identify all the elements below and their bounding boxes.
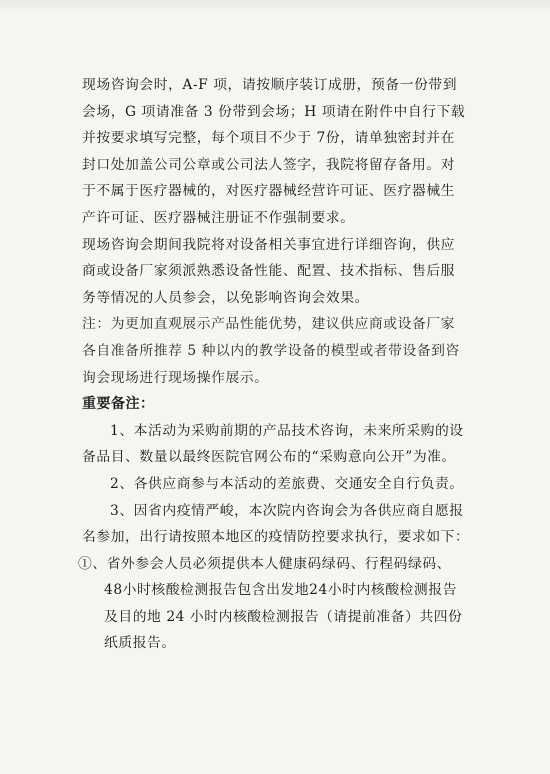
- text-line: 3、因省内疫情严峻，本次院内咨询会为各供应商自愿报: [110, 502, 464, 519]
- remark-3: [82, 498, 490, 551]
- text-line: 商或设备厂家须派熟悉设备性能、配置、技术指标、售后服: [82, 263, 456, 280]
- remark-1: [82, 418, 490, 471]
- text-line: 注：为更加直观展示产品性能优势，建议供应商或设备厂家: [82, 316, 456, 333]
- remark-2: [82, 471, 490, 498]
- sub-item-1: [78, 551, 490, 657]
- text-line: 封口处加盖公司公章或公司法人签字，我院将留存备用。对: [82, 156, 456, 173]
- text-line: 询会现场进行现场操作展示。: [82, 369, 269, 386]
- text-line: 会场，G 项请准备 3 份带到会场；H 项请在附件中自行下载: [82, 103, 466, 120]
- remarks-heading: 重要备注：: [82, 396, 155, 413]
- text-line: 备品目、数量以最终医院官网公布的“采购意向公开”为准。: [82, 449, 456, 466]
- text-line: ①、省外参会人员必须提供本人健康码绿码、行程码绿码、: [78, 555, 452, 572]
- text-line: 产许可证、医疗器械注册证不作强制要求。: [82, 209, 355, 226]
- text-line: 并按要求填写完整，每个项目不少于 7份，请单独密封并在: [82, 130, 455, 147]
- text-line: 2、各供应商参与本活动的差旅费、交通安全自行负责。: [110, 475, 464, 492]
- paragraph-note: [82, 311, 490, 391]
- paragraph-consultation-meeting: [82, 232, 490, 312]
- text-line: 各自准备所推荐 5 种以内的教学设备的模型或者带设备到咨: [82, 342, 460, 359]
- text-line: 1、本活动为采购前期的产品技术咨询，未来所采购的设: [110, 422, 464, 439]
- text-line: 于不属于医疗器械的，对医疗器械经营许可证、医疗器械生: [82, 183, 456, 200]
- text-line: 及目的地 24 小时内核酸检测报告（请提前准备）共四份: [104, 608, 463, 625]
- paragraph-submission-requirements: [82, 72, 490, 232]
- text-line: 48小时核酸检测报告包含出发地24小时内核酸检测报告: [104, 582, 457, 599]
- text-line: 现场咨询会期间我院将对设备相关事宜进行详细咨询，供应: [82, 236, 456, 253]
- text-line: 名参加，出行请按照本地区的疫情防控要求执行，要求如下：: [82, 529, 470, 546]
- text-line: 纸质报告。: [104, 635, 176, 652]
- text-line: 现场咨询会时，A-F 项，请按顺序装订成册，预备一份带到: [82, 77, 458, 93]
- text-line: 务等情况的人员参会，以免影响咨询会效果。: [82, 289, 369, 306]
